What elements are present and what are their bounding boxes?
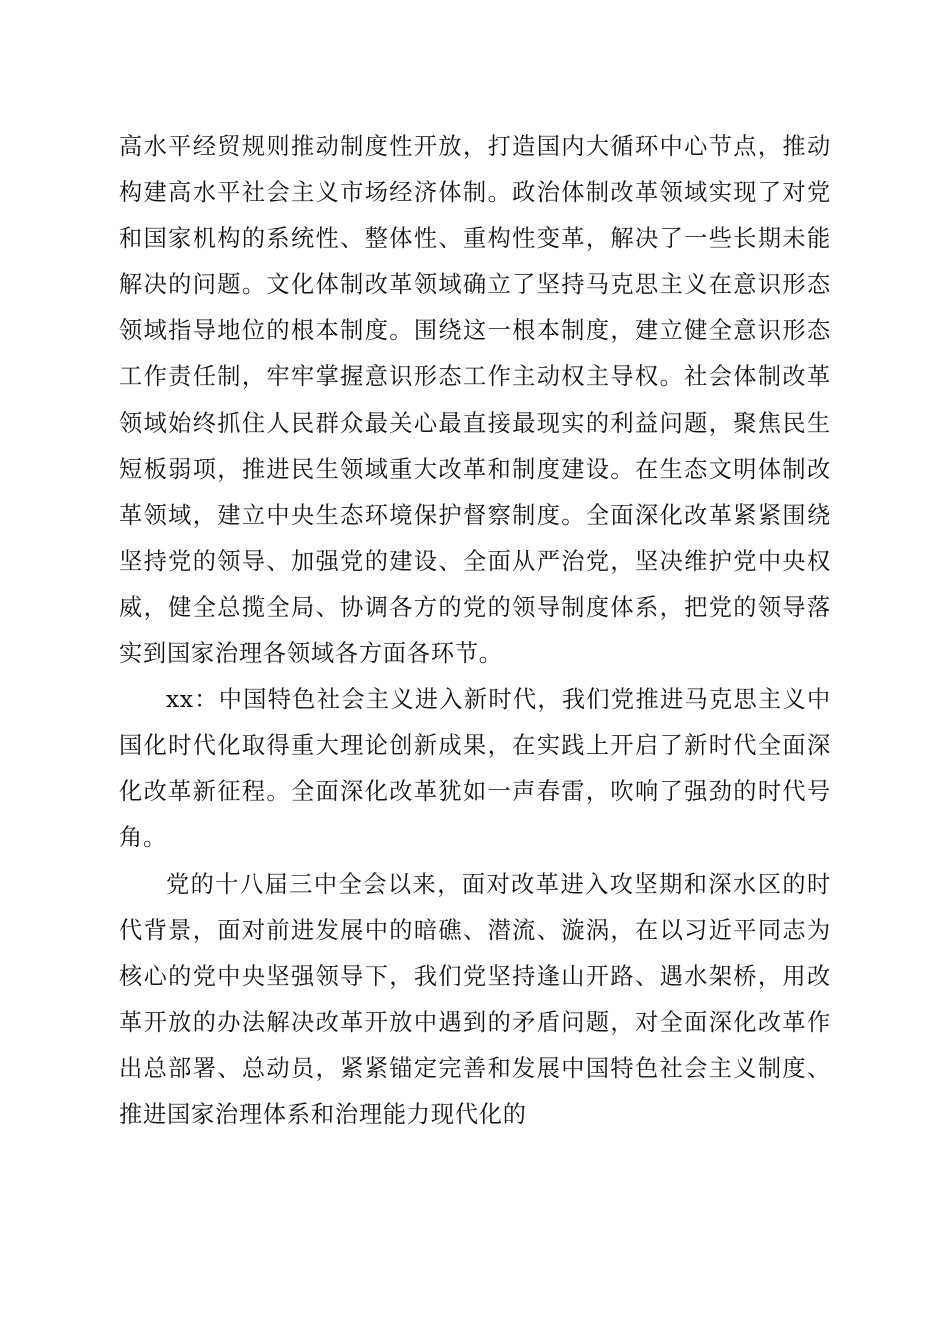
paragraph-speaker-xx: xx：中国特色社会主义进入新时代，我们党推进马克思主义中国化时代化取得重大理论创新成果，在实践上开启了新时代全面深化改革新征程。全面深化改革犹如一声春雷，吹响了强劲的时代号角。 <box>119 686 831 852</box>
paragraph-continuation: 高水平经贸规则推动制度性开放，打造国内大循环中心节点，推动构建高水平社会主义市场经济体制。政治体制改革领域实现了对党和国家机构的系统性、整体性、重构性变革，解决了一些长期未能解决的问题。文化体制改革领域确立了坚持马克思主义在意识形态领域指导地位的根本制度。围绕这一根本制度，建立健全意识形态工作责任制，牢牢掌握意识形态工作主动权主导权。社会体制改革领域始终抓住人民群众最关心最直接最现实的利益问题，聚焦民生短板弱项，推进民生领域重大改革和制度建设。在生态文明体制改革领域，建立中央生态环境保护督察制度。全面深化改革紧紧围绕坚持党的领导、加强党的建设、全面从严治党，坚决维护党中央权威，健全总揽全局、协调各方的党的领导制度体系，把党的领导落实到国家治理各领域各方面各环节。 <box>119 133 831 668</box>
document-body <box>119 124 831 1138</box>
paragraph-third-plenum: 党的十八届三中全会以来，面对改革进入攻坚期和深水区的时代背景，面对前进发展中的暗礁、潜流、漩涡，在以习近平同志为核心的党中央坚强领导下，我们党坚持逢山开路、遇水架桥，用改革开放的办法解决改革开放中遇到的矛盾问题，对全面深化改革作出总部署、总动员，紧紧锚定完善和发展中国特色社会主义制度、推进国家治理体系和治理能力现代化的 <box>119 870 831 1128</box>
